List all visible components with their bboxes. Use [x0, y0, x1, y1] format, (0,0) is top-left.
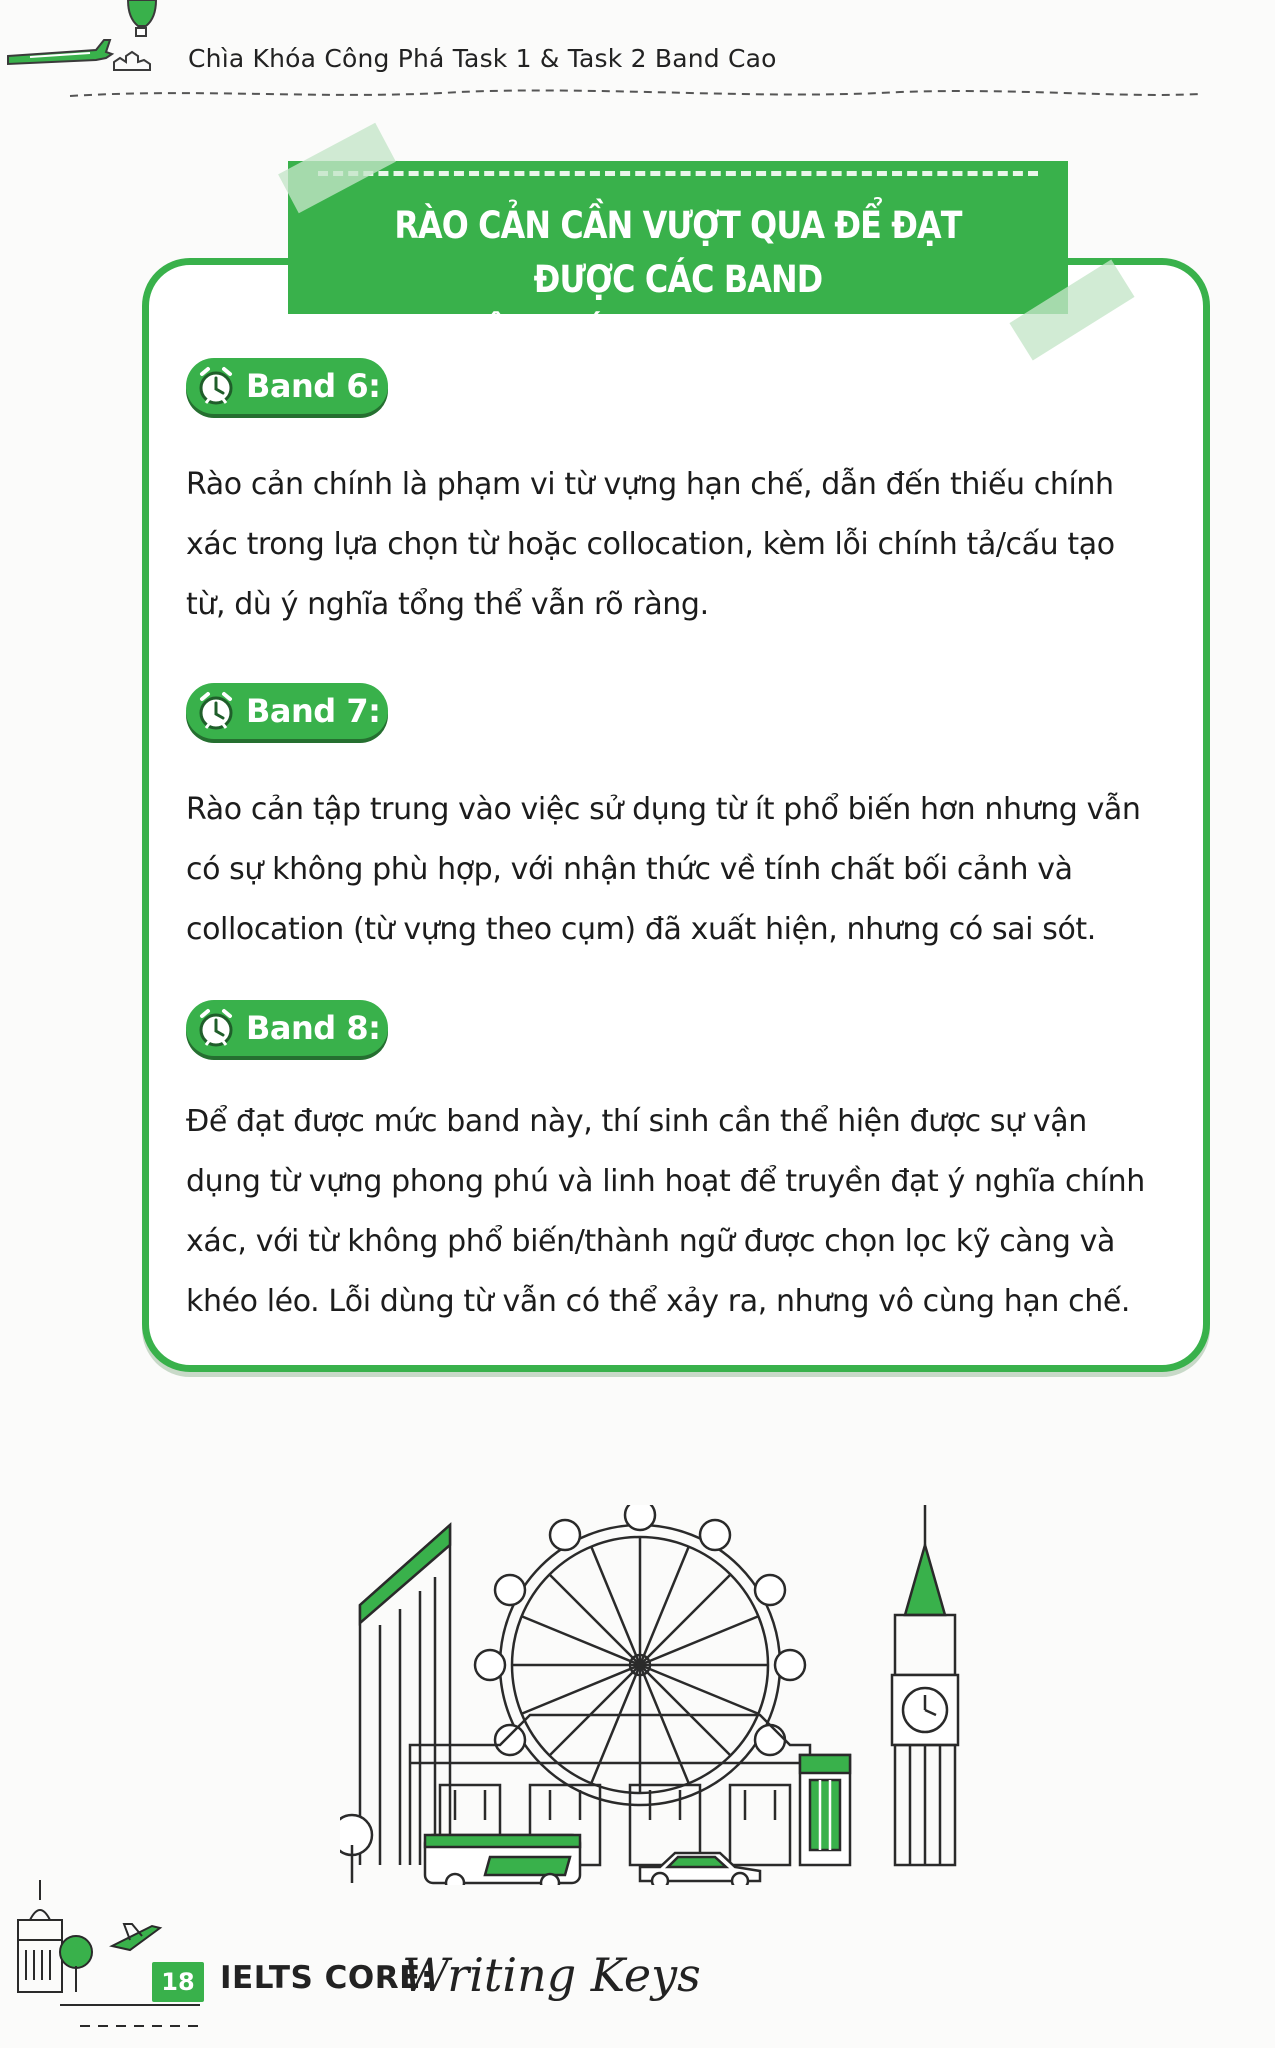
airplane-icon	[8, 40, 112, 64]
band-6-badge	[186, 358, 388, 414]
tree-icon	[60, 1936, 92, 1992]
band-8-label: Band 8:	[246, 1009, 381, 1047]
band-8-badge	[186, 1000, 388, 1056]
banner-title	[343, 199, 1014, 361]
page-number: 18	[152, 1962, 204, 2002]
footer-script-logo: Writing Keys	[402, 1948, 701, 2002]
band-8-text: Để đạt được mức band này, thí sinh cần thể hiện được sự vận dụng từ vựng phong phú và linh hoạt để truyền đạt ý nghĩa chính xác, với từ không phổ biến/thành ngữ được chọn lọc kỹ càng và khéo léo. Lỗi dùng từ vẫn có thể xảy ra, nhưng vô cùng hạn chế.	[186, 1104, 1145, 1319]
palace-building-icon	[18, 1880, 62, 1992]
car-icon	[640, 1853, 760, 1885]
london-eye-icon	[475, 1505, 805, 1805]
band-6-label: Band 6:	[246, 367, 381, 405]
footer-decoration	[0, 1880, 620, 2048]
band-6-text: Rào cản chính là phạm vi từ vựng hạn chế, dẫn đến thiếu chính xác trong lựa chọn từ hoặc collocation, kèm lỗi chính tả/cấu tạo từ, dù ý nghĩa tổng thể vẫn rõ ràng.	[186, 467, 1115, 622]
bus-icon	[425, 1835, 580, 1885]
airplane-icon	[112, 1924, 160, 1950]
big-ben-icon	[892, 1505, 958, 1865]
phone-box-icon	[800, 1755, 850, 1865]
band-7-badge	[186, 683, 388, 739]
london-city-illustration	[340, 1505, 980, 1885]
banner-title-line-1: RÀO CẢN CẦN VƯỢT QUA ĐỂ ĐẠT ĐƯỢC CÁC BAND	[394, 204, 962, 301]
alarm-clock-icon	[194, 1006, 238, 1050]
alarm-clock-icon	[194, 364, 238, 408]
header-title: Chìa Khóa Công Phá Task 1 & Task 2 Band Cao	[188, 44, 777, 73]
alarm-clock-icon	[194, 689, 238, 733]
tree-icon	[340, 1815, 372, 1883]
office-tower-icon	[360, 1525, 450, 1865]
band-7-text: Rào cản tập trung vào việc sử dụng từ ít phổ biến hơn nhưng vẫn có sự không phù hợp, với nhận thức về tính chất bối cảnh và collocation (từ vựng theo cụm) đã xuất hiện, nhưng có sai sót.	[186, 792, 1141, 947]
banner-dashed-line	[318, 171, 1038, 176]
page-header	[0, 0, 1275, 110]
hot-air-balloon-icon	[128, 0, 156, 36]
band-7-label: Band 7:	[246, 692, 381, 730]
building-icon	[114, 52, 150, 70]
footer-brand: IELTS CORE:	[220, 1960, 434, 1996]
title-banner	[288, 161, 1068, 355]
banner-title-line-2: TẠI TIÊU CHÍ LEXICAL RESOURCES	[387, 312, 969, 355]
